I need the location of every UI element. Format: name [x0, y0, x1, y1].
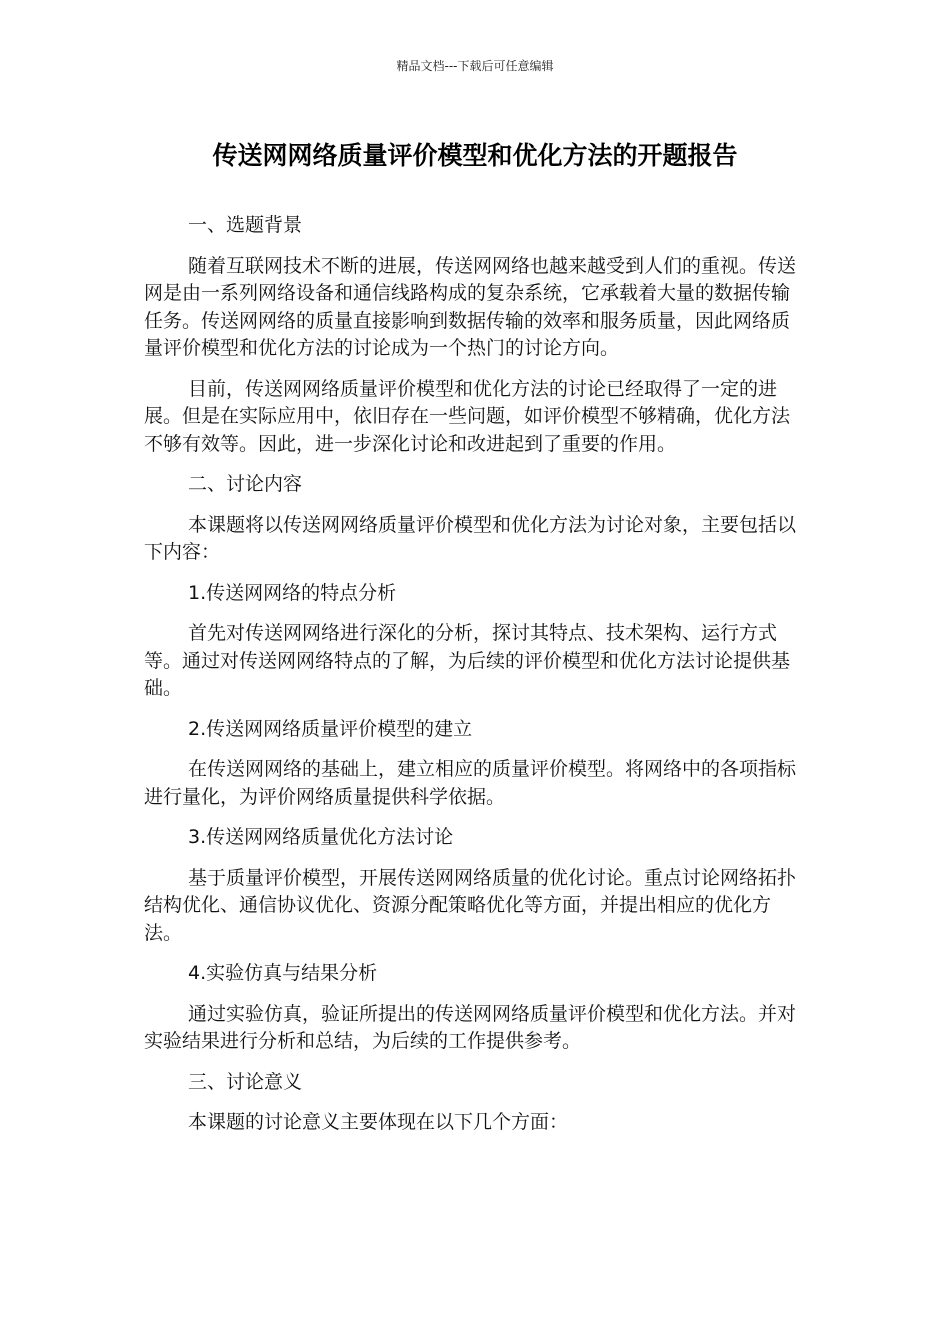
- document-title: 传送网网络质量评价模型和优化方法的开题报告: [212, 141, 738, 170]
- section-heading-significance: 三、讨论意义: [188, 1070, 303, 1093]
- paragraph-sub-2: 在传送网网络的基础上，建立相应的质量评价模型。将网络中的各项指标进行量化，为评价网络质量提供科学依据。: [144, 758, 797, 808]
- paragraph-background-1: 随着互联网技术不断的进展，传送网网络也越来越受到人们的重视。传送网是由一系列网络设备和通信线路构成的复杂系统，它承载着大量的数据传输任务。传送网网络的质量直接影响到数据传输的效率和服务质量，因此网络质量评价模型和优化方法的讨论成为一个热门的讨论方向。: [144, 254, 797, 359]
- header-note: 精品文档---下载后可任意编辑: [396, 59, 554, 73]
- section-heading-content: 二、讨论内容: [188, 473, 303, 495]
- paragraph-sub-4: 通过实验仿真，验证所提出的传送网网络质量评价模型和优化方法。并对实验结果进行分析和总结，为后续的工作提供参考。: [144, 1002, 797, 1052]
- subheading-3: 3.传送网网络质量优化方法讨论: [188, 826, 454, 848]
- paragraph-sub-1: 首先对传送网网络进行深化的分析，探讨其特点、技术架构、运行方式等。通过对传送网网络特点的了解，为后续的评价模型和优化方法讨论提供基础。: [144, 622, 791, 699]
- subheading-2: 2.传送网网络质量评价模型的建立: [188, 717, 473, 740]
- paragraph-significance-intro: 本课题的讨论意义主要体现在以下几个方面：: [188, 1111, 569, 1133]
- paragraph-background-2: 目前，传送网网络质量评价模型和优化方法的讨论已经取得了一定的进展。但是在实际应用中，依旧存在一些问题，如评价模型不够精确，优化方法不够有效等。因此，进一步深化讨论和改进起到了重要的作用。: [144, 377, 791, 455]
- section-heading-background: 一、选题背景: [188, 214, 303, 236]
- subheading-4: 4.实验仿真与结果分析: [188, 962, 378, 984]
- subheading-1: 1.传送网网络的特点分析: [188, 581, 397, 604]
- document-body: [144, 212, 806, 1150]
- paragraph-sub-3: 基于质量评价模型，开展传送网网络质量的优化讨论。重点讨论网络拓扑结构优化、通信协议优化、资源分配策略优化等方面，并提出相应的优化方法。: [144, 866, 797, 944]
- paragraph-content-intro: 本课题将以传送网网络质量评价模型和优化方法为讨论对象，主要包括以下内容：: [144, 513, 797, 563]
